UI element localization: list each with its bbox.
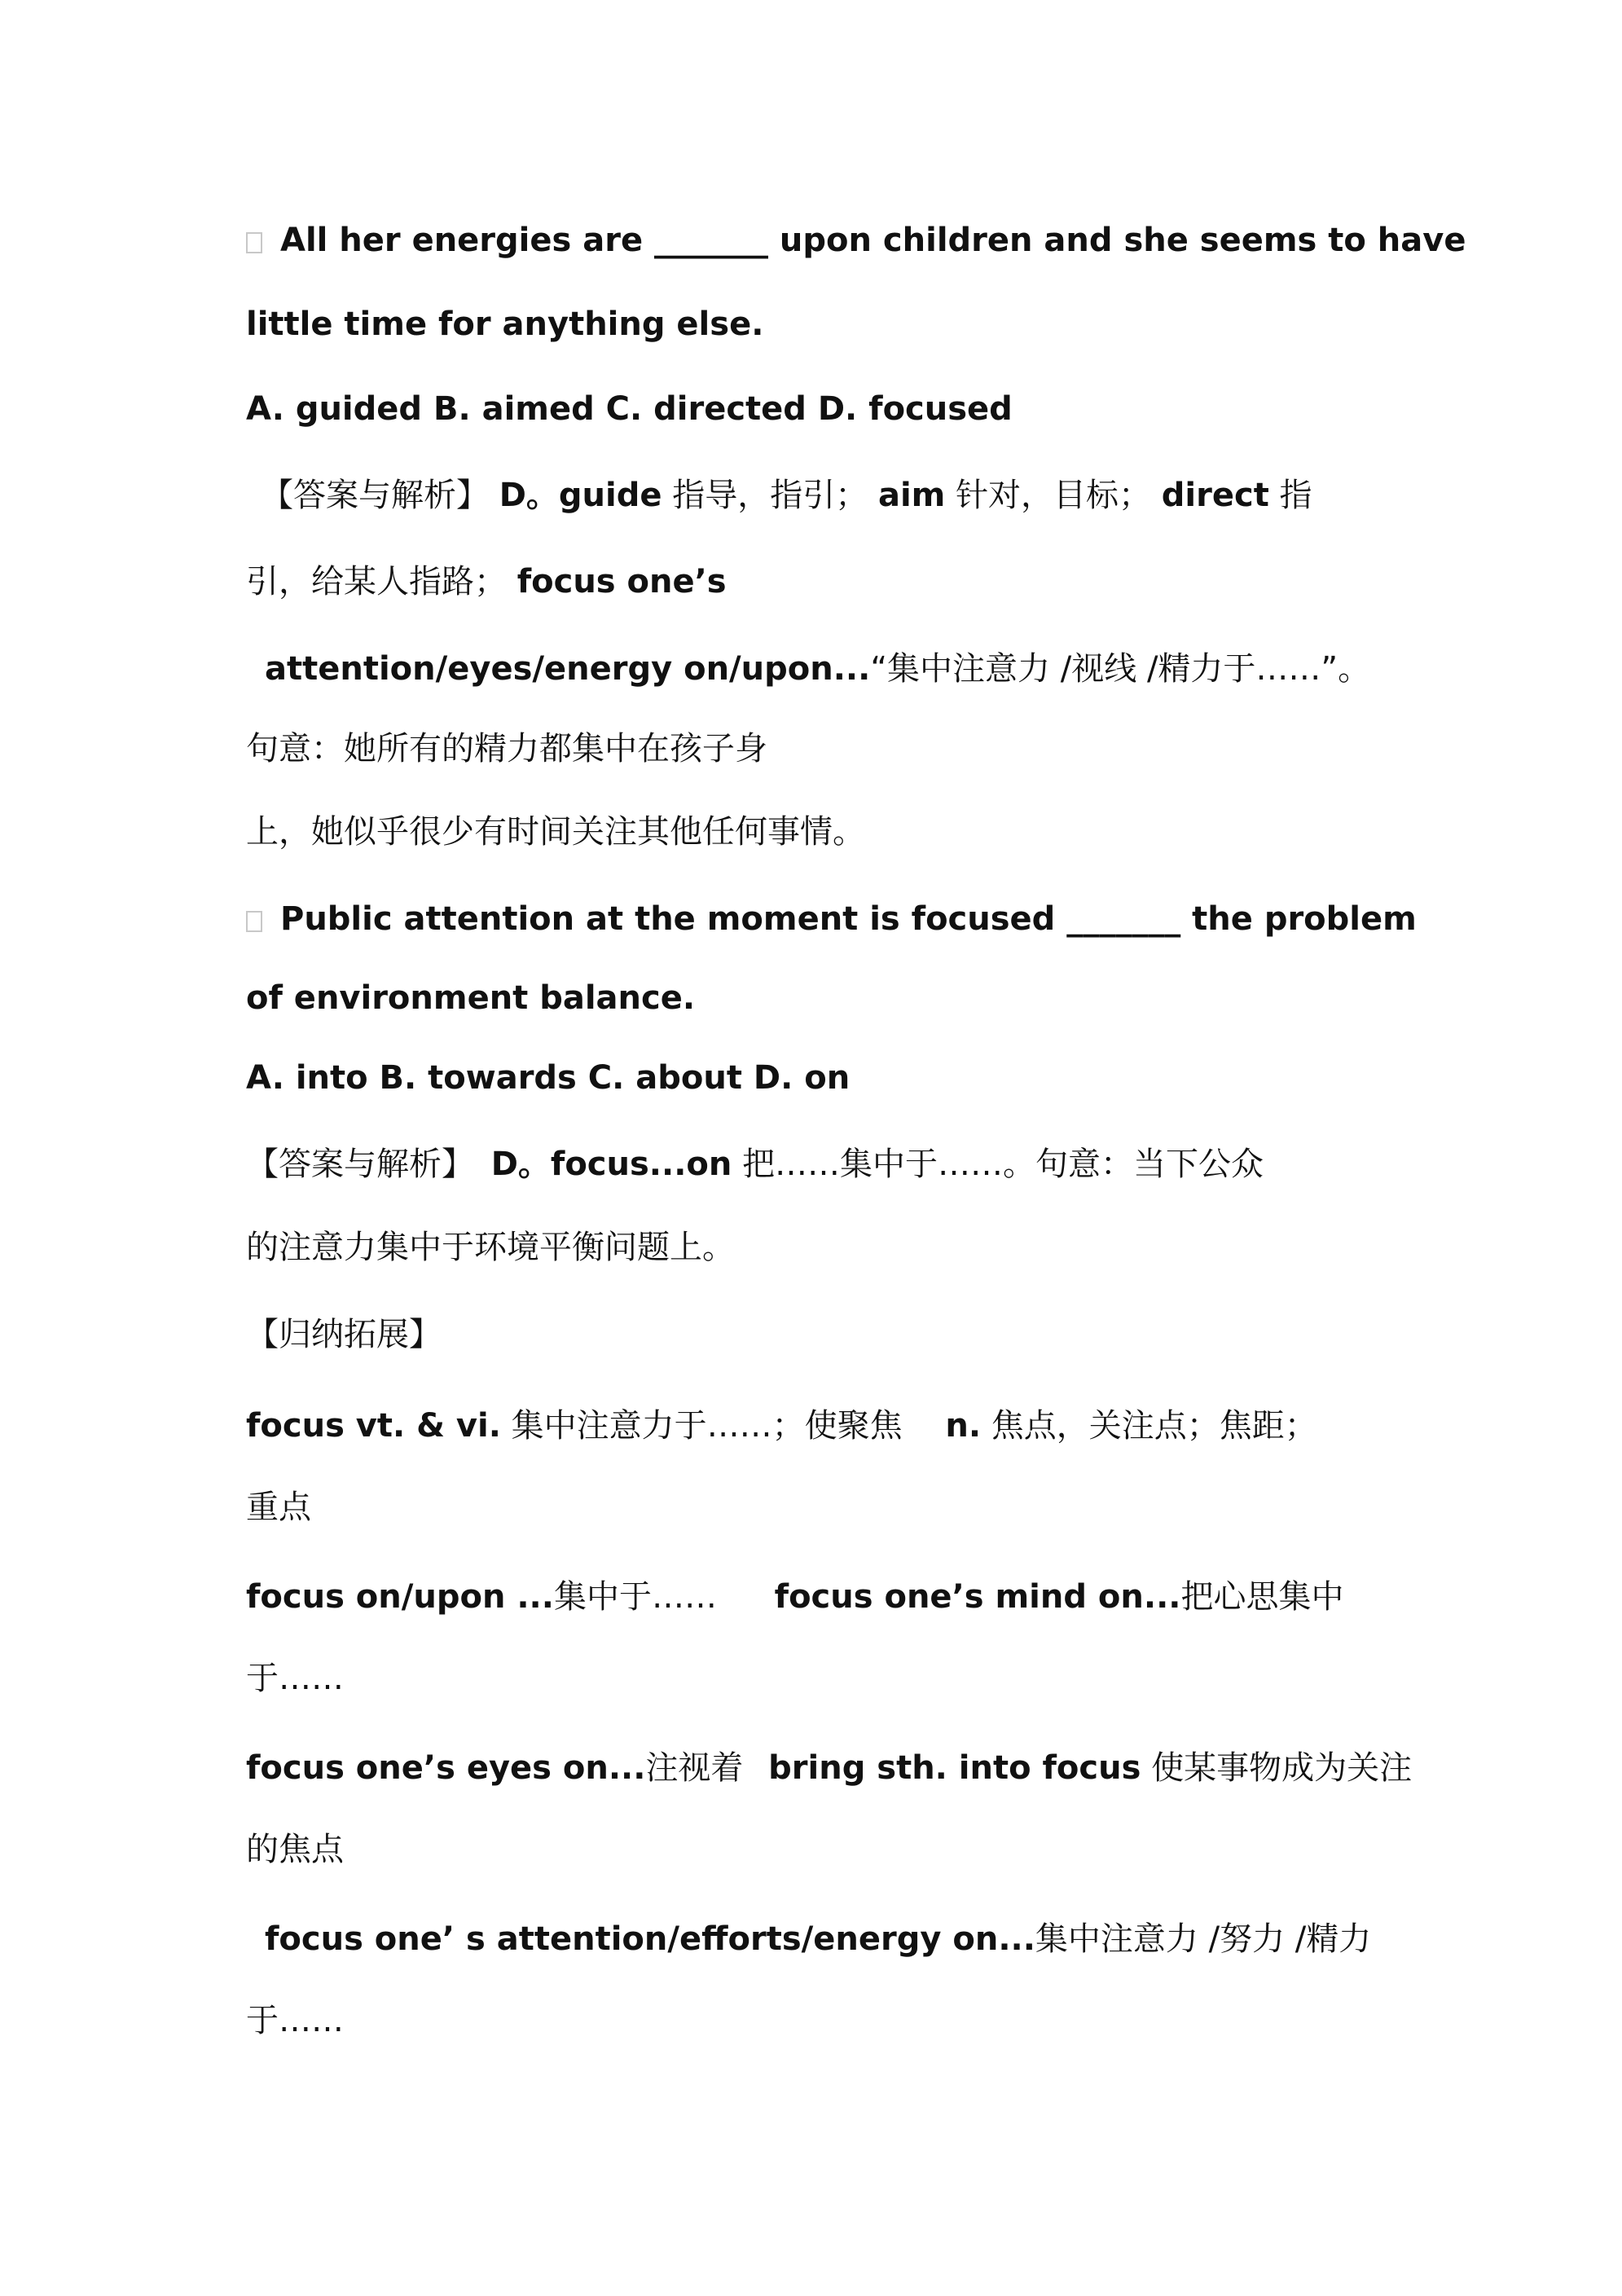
question-1-options: A. guided B. aimed C. directed D. focused: [246, 390, 1013, 428]
answer-2-line-1: 【答案与解析】 D。focus...on 把……集中于……。句意：当下公众: [246, 1146, 1264, 1183]
extension-heading: 【归纳拓展】: [246, 1316, 442, 1353]
extension-line-4: focus one’ s attention/efforts/energy on...集中注意力 /努力 /精力: [265, 1920, 1372, 1958]
answer-2-line-2: 的注意力集中于环境平衡问题上。: [246, 1229, 735, 1266]
checkbox-icon: [246, 911, 262, 932]
answer-1-line-3: attention/eyes/energy on/upon...“集中注意力 /视线 /精力于……”。: [265, 650, 1371, 688]
extension-line-3-cont: 的焦点: [246, 1831, 344, 1868]
checkbox-icon: [246, 232, 262, 253]
extension-line-2: focus on/upon ...集中于…… focus one’s mind on...把心思集中: [246, 1578, 1344, 1616]
answer-tag: 【答案与解析】: [261, 477, 489, 514]
question-2-line-1: [246, 899, 1417, 939]
question-1-text: All her energies are _______ upon children and she seems to have: [280, 222, 1466, 259]
extension-line-1: focus vt. & vi. 集中注意力于……；使聚焦 n. 焦点，关注点；焦距；: [246, 1407, 1317, 1445]
question-2-text: Public attention at the moment is focused _______ the problem: [280, 900, 1417, 938]
answer-tag: 【答案与解析】: [246, 1146, 474, 1183]
question-2-options: A. into B. towards C. about D. on: [246, 1059, 851, 1097]
answer-1-line-4: 句意：她所有的精力都集中在孩子身: [246, 730, 767, 768]
answer-1-line-5: 上，她似乎很少有时间关注其他任何事情。: [246, 813, 865, 851]
answer-1-line-2: 引，给某人指路； focus one’s: [246, 563, 727, 600]
question-1-line-2: little time for anything else.: [246, 306, 764, 343]
extension-line-4-cont: 于……: [246, 2002, 344, 2039]
extension-line-3: focus one’s eyes on...注视着 bring sth. into focus 使某事物成为关注: [246, 1749, 1413, 1787]
answer-1-line-1: 【答案与解析】 D。guide 指导，指引； aim 针对，目标； direct 指: [261, 477, 1312, 514]
question-2-line-2: of environment balance.: [246, 979, 696, 1017]
extension-line-2-cont: 于……: [246, 1660, 344, 1697]
question-1-line-1: [246, 221, 1466, 260]
extension-line-1-cont: 重点: [246, 1489, 311, 1526]
